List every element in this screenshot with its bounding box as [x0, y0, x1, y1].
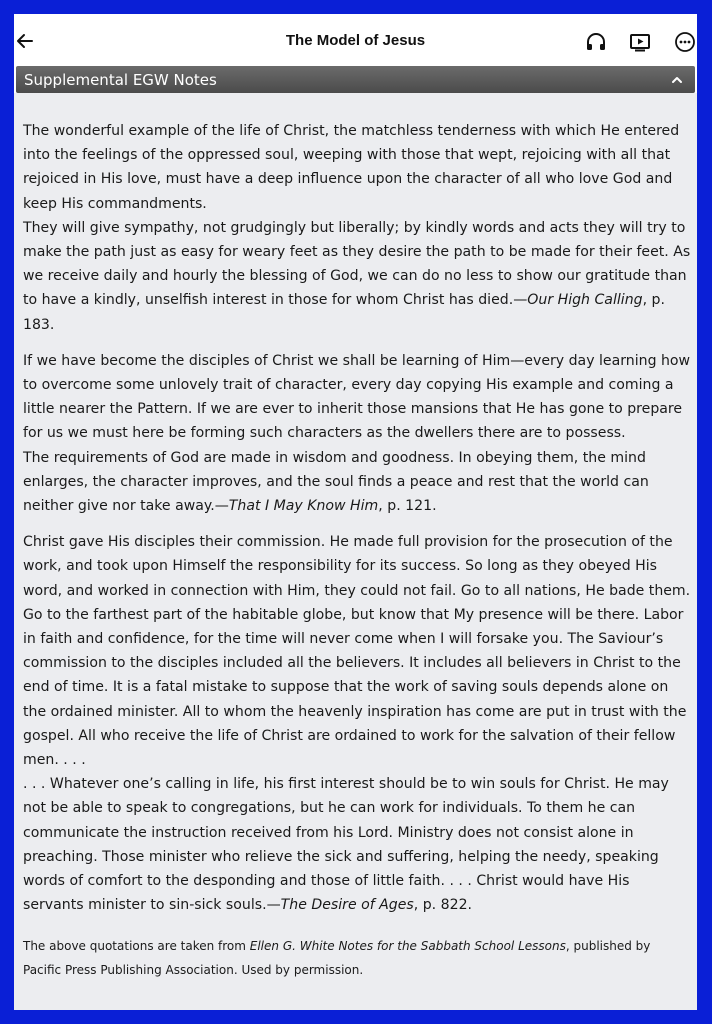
quote-text: Christ gave His disciples their commission. He made full provision for the prosecution of the work, and took upon Himself the responsibility for its success. So long as they obeyed His word, and worked in connection with Him, they could not fail. Go to all nations, He bade them. Go to the farthest part of the habitable globe, but know that My presence will be there. Labor in faith and confidence, for the time will never come when I will forsake you. The Saviour’s commission to the disciples included all the believers. It includes all believers in Christ to the end of time. It is a fatal mistake to suppose that the work of saving souls depends alone on the ordained minister. All to whom the heavenly inspiration has come are put in trust with the gospel. All who receive the life of Christ are ordained to work for the salvation of their fellow men. . . .: [23, 534, 691, 769]
section-title: Supplemental EGW Notes: [24, 71, 217, 89]
section-header[interactable]: [16, 66, 695, 93]
more-options-button[interactable]: [673, 30, 697, 54]
app-window: [14, 14, 697, 1010]
quote-text: The wonderful example of the life of Christ, the matchless tenderness with which He entered into the feelings of the oppressed soul, weeping with those that wept, rejoicing with all that rejoiced in His love, must have a deep influence upon the character of all who love God and keep His commandments.: [23, 123, 680, 212]
quote-block: [23, 119, 691, 337]
audio-button[interactable]: [584, 30, 608, 54]
collapse-button[interactable]: [669, 72, 685, 88]
quote-text: If we have become the disciples of Christ we shall be learning of Him—every day learning how to overcome some unlovely trait of character, every day copying His example and coming a little nearer the Pattern. If we are ever to inherit those mansions that He has gone to prepare for us we must here be forming such characters as the dwellers there are to possess.: [23, 352, 691, 442]
headphones-icon: [585, 31, 607, 53]
quote-text: . . . Whatever one’s calling in life, his first interest should be to win souls for Christ. He may not be able to speak to congregations, but he can work for individuals. To them he can communicate the instruction received from his Lord. Ministry does not consist alone in preaching. Those minister who relieve the sick and suffering, helping the needy, speaking words of comfort to the desponding and those of little faith. . . . Christ would have His servants minister to sin-sick souls.—The Desire of Ages, p. 822.: [23, 776, 669, 914]
quote-text: The requirements of God are made in wisdom and goodness. In obeying them, the mind enlarges, the character improves, and the soul finds a peace and rest that the world can neither give nor take away.—That I May Know Him, p. 121.: [23, 449, 649, 515]
source-title: That I May Know Him: [228, 498, 379, 515]
article-body: [23, 119, 691, 982]
video-button[interactable]: [628, 30, 652, 54]
more-options-icon: [674, 31, 696, 53]
content-area: [14, 93, 697, 1010]
video-play-icon: [629, 31, 651, 53]
chevron-up-icon: [669, 72, 685, 88]
quote-text: They will give sympathy, not grudgingly but liberally; by kindly words and acts they will try to make the path just as easy for weary feet as they desire the path to be made for their feet. As we receive daily and hourly the blessing of God, we can do no less to show our gratitude than to have a kindly, unselfish interest in those for whom Christ has died.—Our High Calling, p. 183.: [23, 219, 691, 333]
source-title: The Desire of Ages: [280, 897, 414, 914]
page-title: The Model of Jesus: [285, 32, 426, 49]
attribution-note: The above quotations are taken from Ellen G. White Notes for the Sabbath School Lessons, published by Pacific Press Publishing Association. Used by permission.: [23, 938, 651, 977]
quote-block: [23, 349, 691, 518]
attribution-source: Ellen G. White Notes for the Sabbath School Lessons: [249, 938, 566, 953]
top-bar: [14, 14, 697, 66]
source-title: Our High Calling: [527, 292, 643, 309]
quote-block: [23, 530, 691, 917]
